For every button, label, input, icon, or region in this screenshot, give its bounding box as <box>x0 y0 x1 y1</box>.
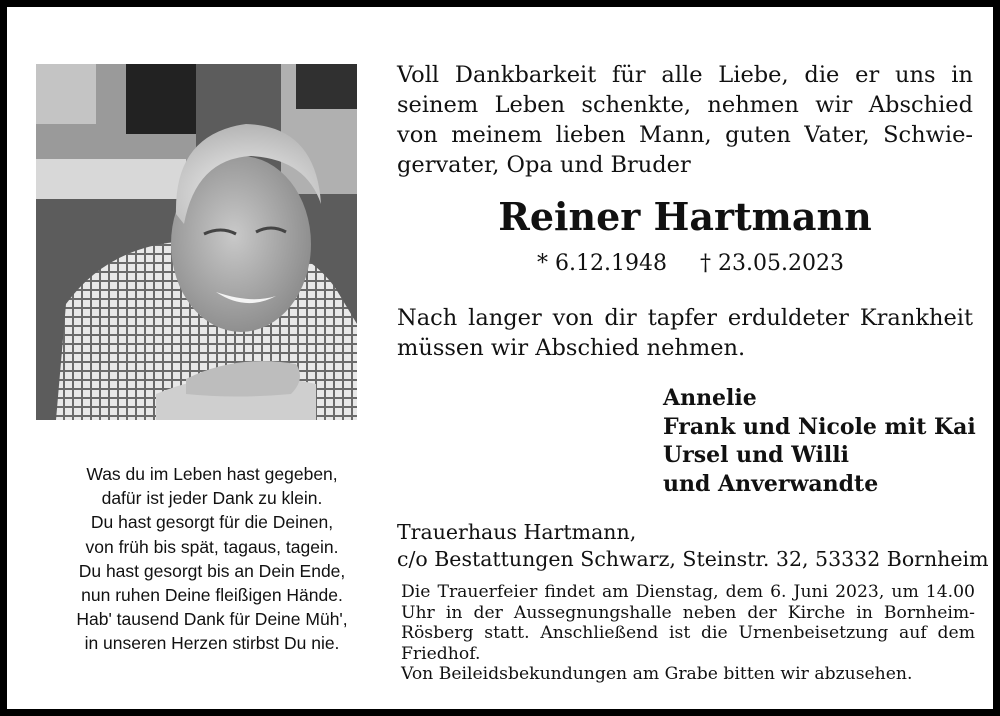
poem-line: Hab' tausend Dank für Deine Müh', <box>76 609 348 630</box>
mourners-list <box>663 384 983 498</box>
intro-line: Voll Dankbarkeit für alle Liebe, die er uns in <box>397 62 973 88</box>
mourning-address <box>397 519 989 573</box>
birth-date: * 6.12.1948 <box>537 251 667 276</box>
notice-line: Die Trauerfeier findet am Dienstag, dem 6. Juni 2023, um 14.00 <box>401 582 975 602</box>
mourner-name: Ursel und Willi <box>663 442 849 468</box>
poem-line: nun ruhen Deine fleißigen Hände. <box>81 585 343 606</box>
poem-line: Du hast gesorgt für die Deinen, <box>90 512 334 533</box>
notice-line: Uhr in der Aussegnungshalle neben der Kirche in Bornheim- <box>401 602 975 623</box>
notice-line: Rösberg statt. Anschließend ist die Urnenbeisetzung auf dem <box>401 623 975 643</box>
illness-line: müssen wir Abschied nehmen. <box>397 335 746 361</box>
illness-paragraph <box>397 303 973 363</box>
notice-line: Friedhof. <box>401 643 481 664</box>
poem-line: dafür ist jeder Dank zu klein. <box>101 488 323 509</box>
intro-line: von meinem lieben Mann, guten Vater, Schwie- <box>397 122 973 148</box>
mourner-name: und Anverwandte <box>663 470 879 497</box>
memorial-poem <box>27 462 397 656</box>
intro-line: gervater, Opa und Bruder <box>397 152 691 178</box>
funeral-notice <box>401 582 975 685</box>
poem-line: Du hast gesorgt bis an Dein Ende, <box>78 560 346 581</box>
poem-line: in unseren Herzen stirbst Du nie. <box>84 633 340 654</box>
death-date: † 23.05.2023 <box>700 251 844 276</box>
illness-line: Nach langer von dir tapfer erduldeter Krankheit <box>397 305 973 331</box>
mourner-name: Annelie <box>663 385 757 411</box>
notice-line: Von Beileidsbekundungen am Grabe bitten wir abzusehen. <box>401 664 913 684</box>
poem-line: Was du im Leben hast gegeben, <box>86 464 338 484</box>
portrait-photo <box>36 64 357 420</box>
address-line: c/o Bestattungen Schwarz, Steinstr. 32, 53332 Bornheim <box>397 547 989 571</box>
mourner-name: Frank und Nicole mit Kai <box>663 413 976 440</box>
address-line: Trauerhaus Hartmann, <box>397 520 637 544</box>
deceased-name: Reiner Hartmann <box>498 194 872 239</box>
intro-paragraph <box>397 60 973 180</box>
intro-line: seinem Leben schenkte, nehmen wir Abschied <box>397 92 973 118</box>
poem-line: von früh bis spät, tagaus, tagein. <box>85 536 339 557</box>
